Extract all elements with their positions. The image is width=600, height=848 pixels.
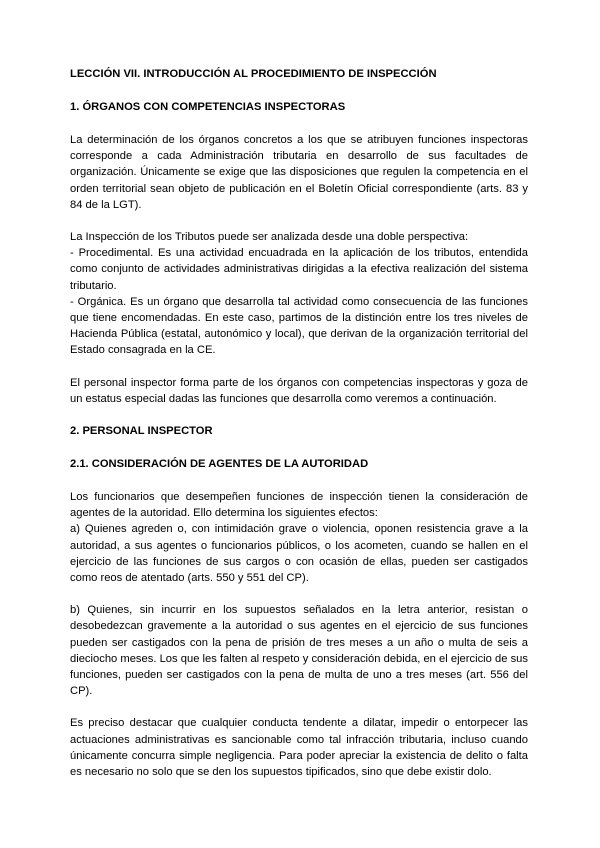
text-line: tributario. — [70, 279, 117, 292]
text-line: pueden ser castigados con la pena de prisión de tres meses a un año o multa de seis a — [70, 636, 528, 649]
section-1-paragraph-1 — [70, 132, 528, 213]
text-line: corresponde a cada Administración tributaria en desarrollo de sus facultades de — [70, 150, 528, 163]
text-line: agentes de la autoridad. Ello determina los siguientes efectos: — [70, 507, 378, 520]
text-line: desobedezcan gravemente a la autoridad o sus agentes en el ejercicio de sus funciones — [70, 620, 528, 633]
subsection-2-1-paragraph-3 — [70, 715, 528, 780]
text-line: 84 de la LGT). — [70, 198, 142, 211]
text-line: b) Quienes, sin incurrir en los supuestos señalados en la letra anterior, resistan o — [70, 604, 528, 617]
text-line: - Orgánica. Es un órgano que desarrolla tal actividad como consecuencia de las funciones — [70, 295, 528, 308]
lesson-title: LECCIÓN VII. INTRODUCCIÓN AL PROCEDIMIENTO DE INSPECCIÓN — [70, 68, 437, 80]
text-line: como conjunto de actividades administrativas dirigidas a la efectiva realización del sistema — [70, 263, 528, 276]
text-line: La Inspección de los Tributos puede ser analizada desde una doble perspectiva: — [70, 231, 469, 244]
subsection-2-1-title: 2.1. CONSIDERACIÓN DE AGENTES DE LA AUTORIDAD — [70, 458, 369, 471]
section-1-paragraph-2 — [70, 229, 528, 359]
text-line: autoridad, a sus agentes o funcionarios públicos, o los acometen, cuando se hallen en el — [70, 539, 528, 552]
text-line: Es preciso destacar que cualquier conducta tendente a dilatar, impedir o entorpecer las — [70, 717, 528, 730]
text-line: que tiene encomendadas. En este caso, partimos de la distinción entre los tres niveles de — [70, 312, 528, 325]
text-line: como reos de atentado (arts. 550 y 551 del CP). — [70, 572, 309, 585]
text-line: dieciocho meses. Los que les falten al respeto y consideración debida, en el ejercicio de sus — [70, 652, 528, 665]
subsection-2-1-paragraph-2 — [70, 602, 528, 699]
text-line: un estatus especial dadas las funciones que desarrolla como veremos a continuación. — [70, 392, 497, 405]
text-line: Hacienda Pública (estatal, autonómico y local), que derivan de la organización territorial del — [70, 328, 528, 341]
text-line: funciones, pueden ser castigados con la pena de multa de uno a tres meses (art. 556 del — [70, 669, 528, 682]
text-line: El personal inspector forma parte de los órganos con competencias inspectoras y goza de — [70, 376, 528, 389]
section-2-title: 2. PERSONAL INSPECTOR — [70, 425, 213, 438]
subsection-2-1-paragraph-1 — [70, 489, 528, 586]
section-1-paragraph-3 — [70, 375, 528, 407]
document-page — [70, 66, 528, 780]
text-line: a) Quienes agreden o, con intimidación grave o violencia, oponen resistencia grave a la — [70, 523, 528, 536]
text-line: es necesario no solo que se den los supuestos tipificados, sino que debe existir dolo. — [70, 766, 492, 779]
text-line: - Procedimental. Es una actividad encuadrada en la aplicación de los tributos, entendida — [70, 247, 528, 260]
text-line: únicamente concurra simple negligencia. Para poder apreciar la existencia de delito o falta — [70, 749, 528, 762]
text-line: organización. Únicamente se exige que las disposiciones que regulen la competencia en el — [70, 166, 528, 179]
text-line: orden territorial sean objeto de publicación en el Boletín Oficial correspondiente (arts. 83 y — [70, 182, 528, 195]
text-line: actuaciones administrativas es sancionable como tal infracción tributaria, incluso cuando — [70, 733, 528, 746]
text-line: Los funcionarios que desempeñen funciones de inspección tienen la consideración de — [70, 491, 528, 504]
text-line: ejercicio de las funciones de sus cargos o con ocasión de ellas, pueden ser castigados — [70, 555, 528, 568]
text-line: Estado consagrada en la CE. — [70, 344, 216, 357]
text-line: CP). — [70, 685, 93, 698]
section-1-title: 1. ÓRGANOS CON COMPETENCIAS INSPECTORAS — [70, 101, 346, 113]
text-line: La determinación de los órganos concretos a los que se atribuyen funciones inspectoras — [70, 134, 528, 146]
